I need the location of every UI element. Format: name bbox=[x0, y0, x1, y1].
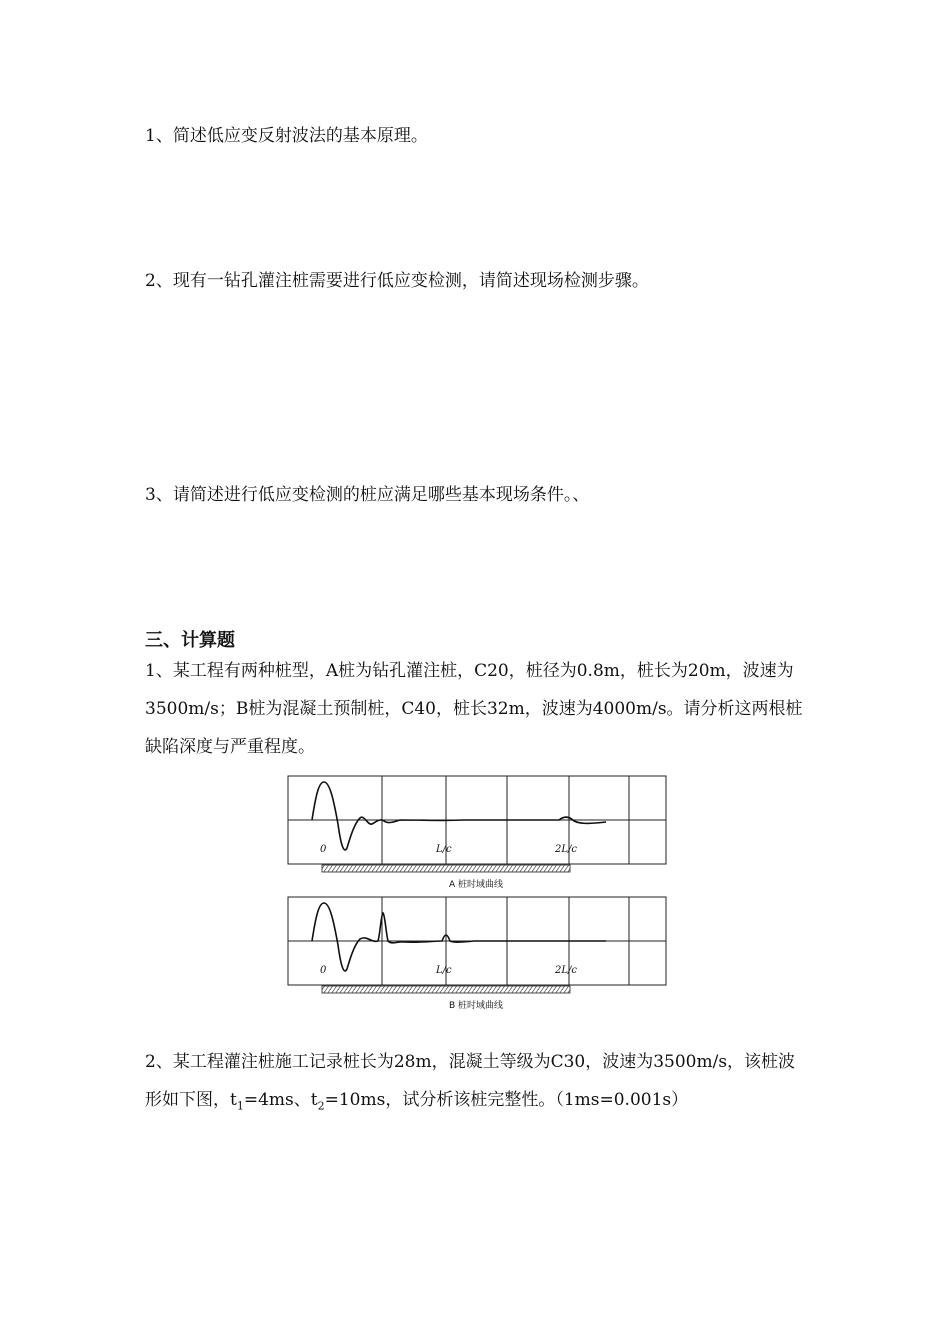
section-heading: 三、计算题 bbox=[145, 630, 235, 651]
calc-question-2-part2: =4ms、t bbox=[243, 1090, 318, 1110]
figure-b bbox=[284, 895, 668, 1015]
figure-a bbox=[284, 774, 668, 894]
calc-question-2-part3: =10ms，试分析该桩完整性。（1ms=0.001s） bbox=[324, 1090, 689, 1110]
figure-b-tick-lc: L/c bbox=[436, 965, 452, 976]
question-2-text: 2、现有一钻孔灌注桩需要进行低应变检测，请简述现场检测步骤。 bbox=[145, 271, 649, 291]
figure-a-tick-0: 0 bbox=[320, 844, 327, 855]
figure-b-plot bbox=[284, 895, 668, 1015]
question-1-text: 1、简述低应变反射波法的基本原理。 bbox=[145, 126, 428, 146]
figure-b-tick-0: 0 bbox=[320, 965, 327, 976]
calc-question-1: 1、某工程有两种桩型，A桩为钻孔灌注桩，C20，桩径为0.8m，桩长为20m，波速为3500m/s；B桩为混凝土预制桩，C40，桩长32m，波速为4000m/s。请分析这两根桩缺陷深度与严重程度。 bbox=[145, 661, 803, 757]
figure-b-tick-2lc: 2L/c bbox=[555, 965, 577, 976]
calc-question-2 bbox=[145, 1043, 810, 1125]
figure-a-pile-bar bbox=[322, 865, 570, 872]
figure-b-caption: B 桩时域曲线 bbox=[448, 1001, 504, 1011]
question-3-text: 3、请简述进行低应变检测的桩应满足哪些基本现场条件。、 bbox=[145, 485, 590, 505]
figure-a-plot bbox=[284, 774, 668, 894]
subscript-1: 1 bbox=[236, 1099, 244, 1113]
figure-a-tick-2lc: 2L/c bbox=[555, 844, 577, 855]
figure-a-waveform bbox=[312, 782, 606, 850]
calc-question-2-part1: 2、某工程灌注桩施工记录桩长为28m，混凝土等级为C30，波速为3500m/s，该桩波形如下图，t bbox=[145, 1052, 796, 1110]
subscript-2: 2 bbox=[317, 1099, 325, 1113]
figure-b-pile-bar bbox=[322, 986, 570, 993]
figure-b-waveform bbox=[312, 903, 606, 971]
figure-a-caption: A 桩时域曲线 bbox=[448, 880, 504, 890]
figure-a-tick-lc: L/c bbox=[436, 844, 452, 855]
